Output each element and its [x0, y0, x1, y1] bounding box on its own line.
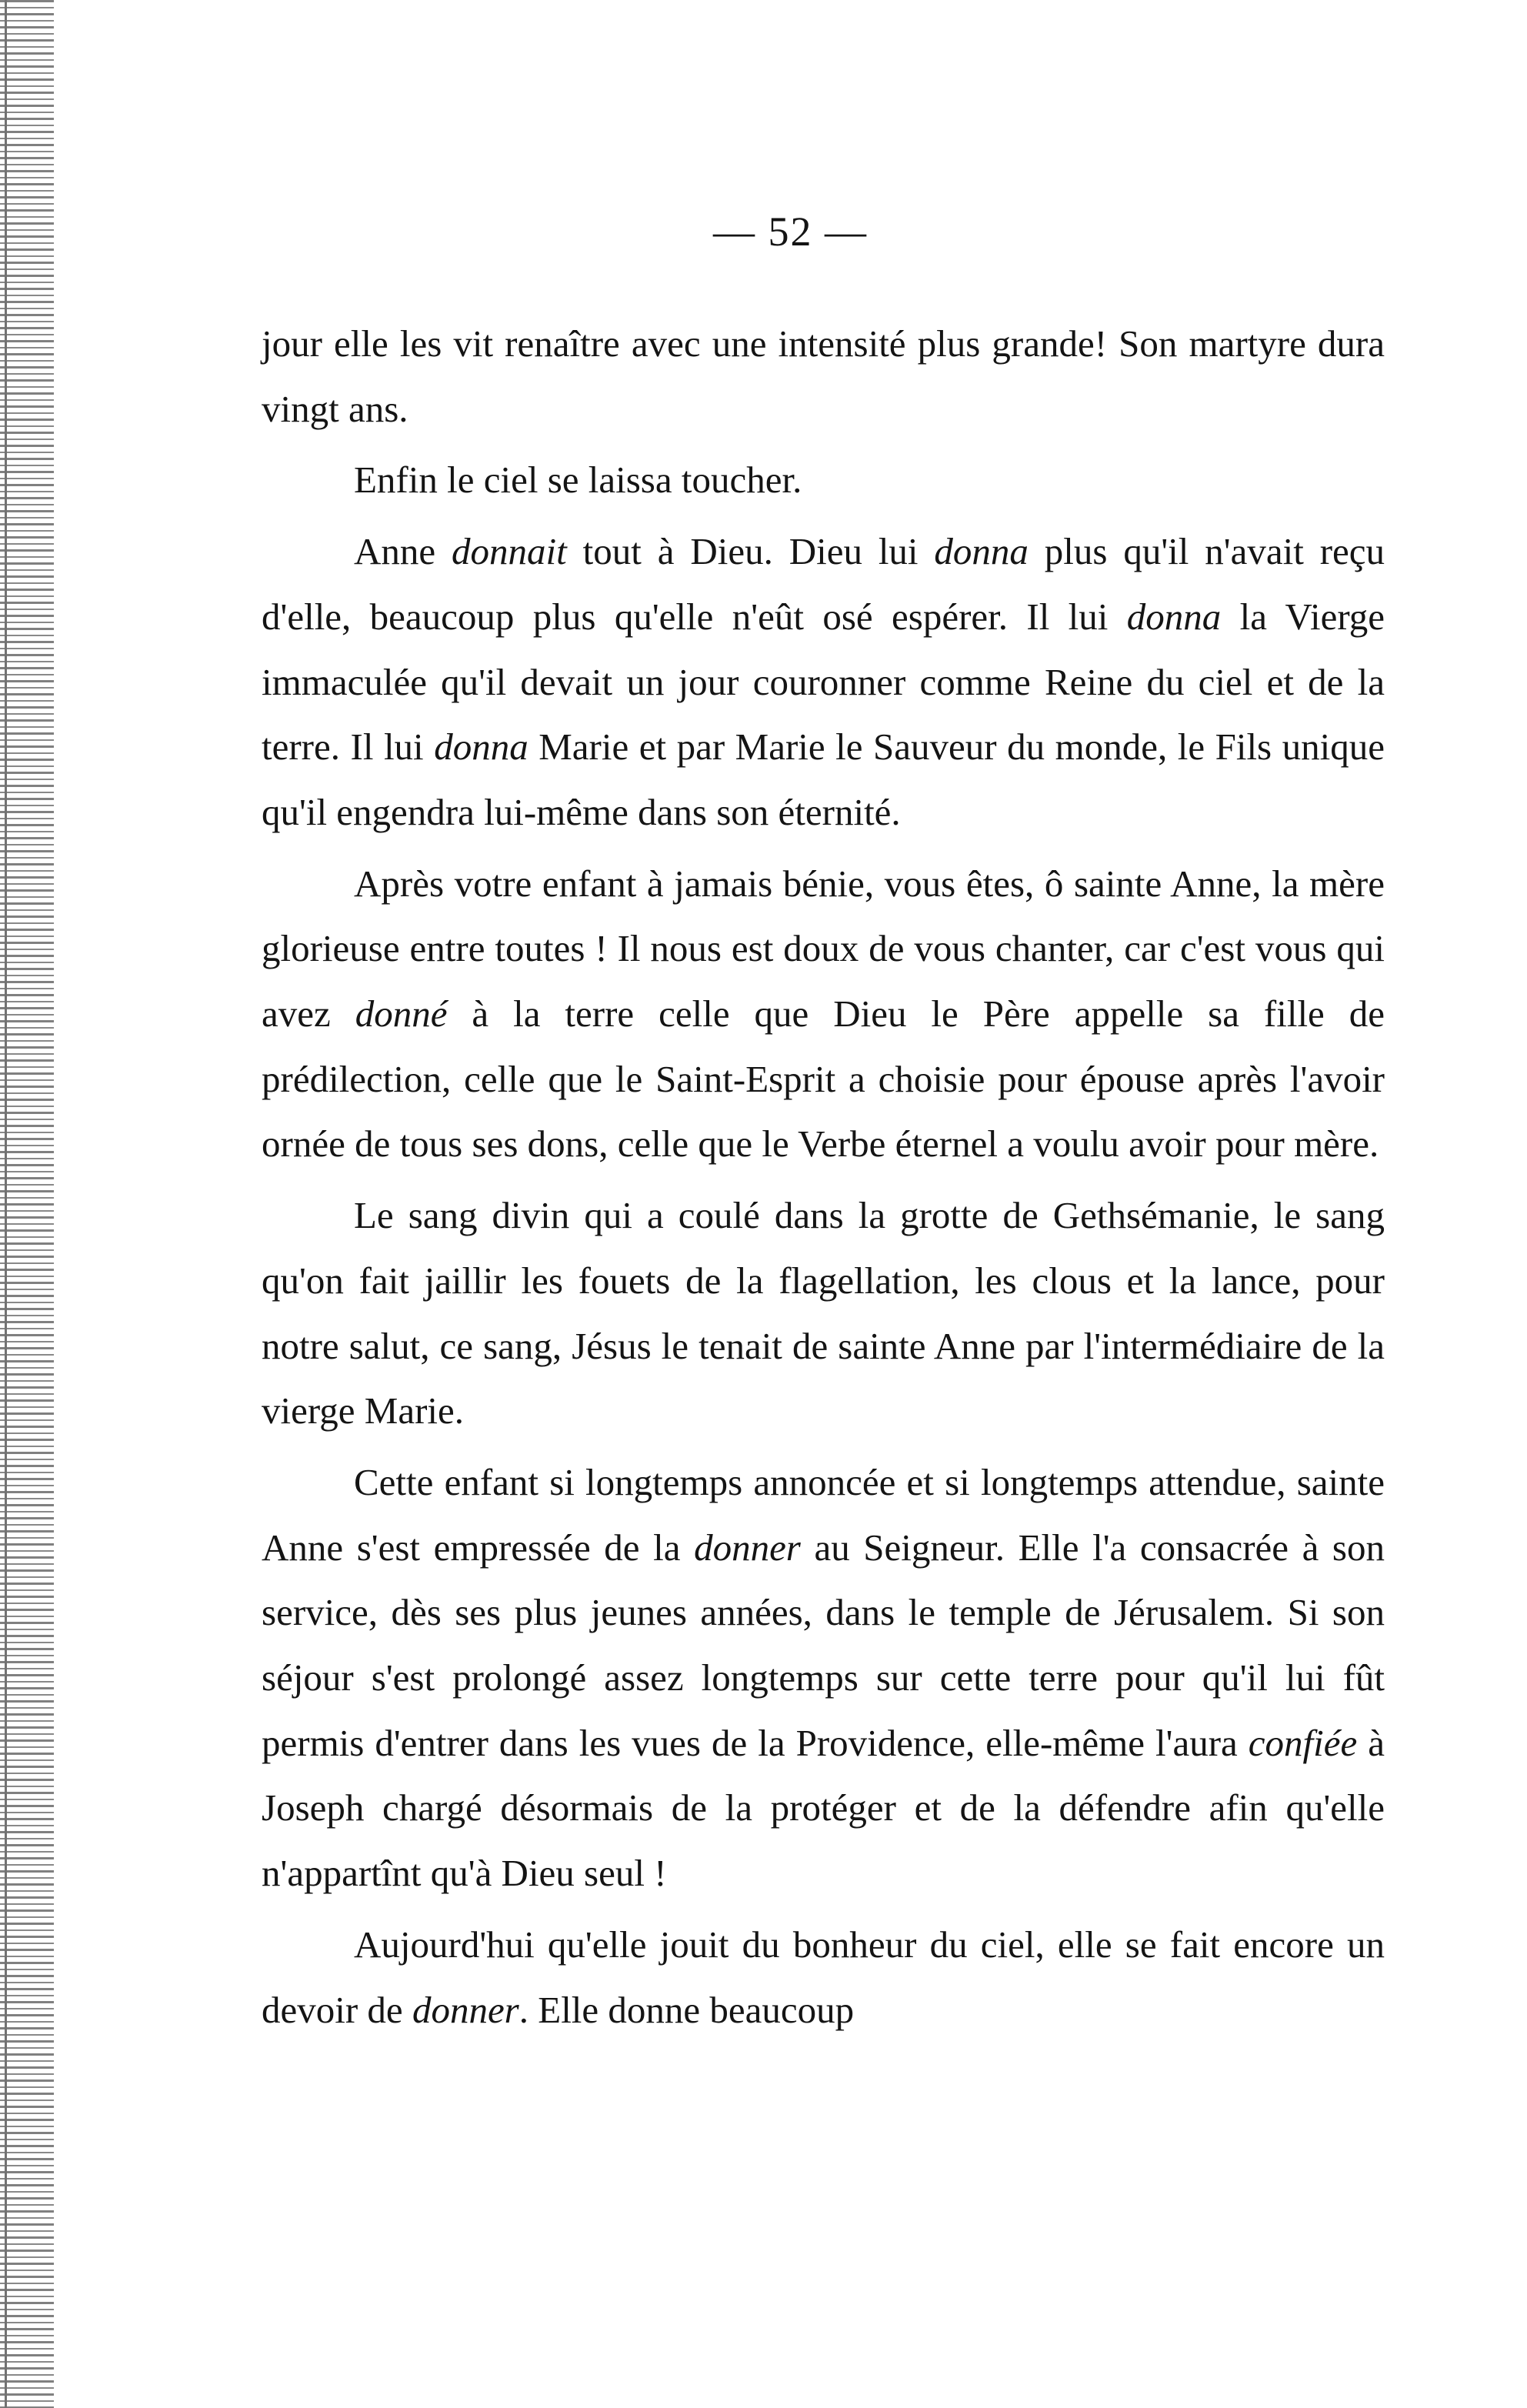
paragraph	[262, 448, 1385, 513]
text-run: à Joseph chargé désormais de la protéger et de la défendre afin qu'elle n'appartînt qu'à Dieu seul !	[262, 1721, 1385, 1895]
text-run: . Elle donne beaucoup	[518, 1988, 855, 2031]
text-run: plus qu'il n'avait reçu d'elle, beaucoup plus qu'elle n'eût osé espérer. Il lui	[262, 530, 1385, 638]
text-run: à la terre celle que Dieu le Père appelle sa fille de prédilection, celle que le Saint-Esprit a choisie pour épouse après l'avoir ornée de tous ses dons, celle que le Verbe éternel a voulu avoir pour mère.	[262, 992, 1385, 1166]
emphasized-text: donna	[434, 725, 528, 769]
text-run: au Seigneur. Elle l'a consacrée à son service, dès ses plus jeunes années, dans le temple de Jérusalem. Si son séjour s'est prolongé assez longtemps sur cette terre pour qu'il lui fût permis d'entrer dans les vues de la Providence, elle-même l'aura	[262, 1526, 1385, 1764]
emphasized-text: donna	[934, 530, 1029, 573]
paragraph	[262, 1913, 1385, 2043]
page-body	[262, 312, 1385, 2043]
paragraph	[262, 312, 1385, 442]
emphasized-text: donné	[355, 992, 448, 1036]
emphasized-text: donner	[412, 1988, 519, 2031]
emphasized-text: donna	[1126, 595, 1222, 638]
paragraph	[262, 852, 1385, 1178]
text-run: Le sang divin qui a coulé dans la grotte de Gethsémanie, le sang qu'on fait jaillir les fouets de la flagellation, les clous et la lance, pour notre salut, ce sang, Jésus le tenait de sainte Anne par l'intermédiaire de la vierge Marie.	[262, 1194, 1385, 1432]
text-run: Marie et par Marie le Sauveur du monde, le Fils unique qu'il engendra lui-même dans son éternité.	[262, 725, 1385, 833]
paragraph	[262, 1183, 1385, 1444]
paragraph	[262, 519, 1385, 845]
emphasized-text: confiée	[1248, 1721, 1358, 1764]
emphasized-text: donner	[694, 1526, 801, 1569]
binding-edge	[0, 0, 54, 2408]
paragraph	[262, 1450, 1385, 1906]
text-run: Cette enfant si longtemps annoncée et si longtemps attendue, sainte Anne s'est empressée de la	[262, 1460, 1385, 1569]
text-run: Enfin le ciel se laissa toucher.	[354, 459, 802, 502]
text-run: tout à Dieu. Dieu lui	[566, 530, 935, 573]
text-run: jour elle les vit renaître avec une intensité plus grande! Son martyre dura vingt ans.	[262, 322, 1385, 430]
text-run: Anne	[354, 530, 452, 573]
emphasized-text: donnait	[452, 530, 567, 573]
text-run: Après votre enfant à jamais bénie, vous êtes, ô sainte Anne, la mère glorieuse entre toutes ! Il nous est doux de vous chanter, car c'est vous qui avez	[262, 862, 1385, 1036]
text-run: la Vierge immaculée qu'il devait un jour couronner comme Reine du ciel et de la terre. Il lui	[262, 595, 1385, 769]
text-run: Aujourd'hui qu'elle jouit du bonheur du ciel, elle se fait encore un devoir de	[262, 1923, 1385, 2031]
page-number: — 52 —	[713, 208, 868, 255]
